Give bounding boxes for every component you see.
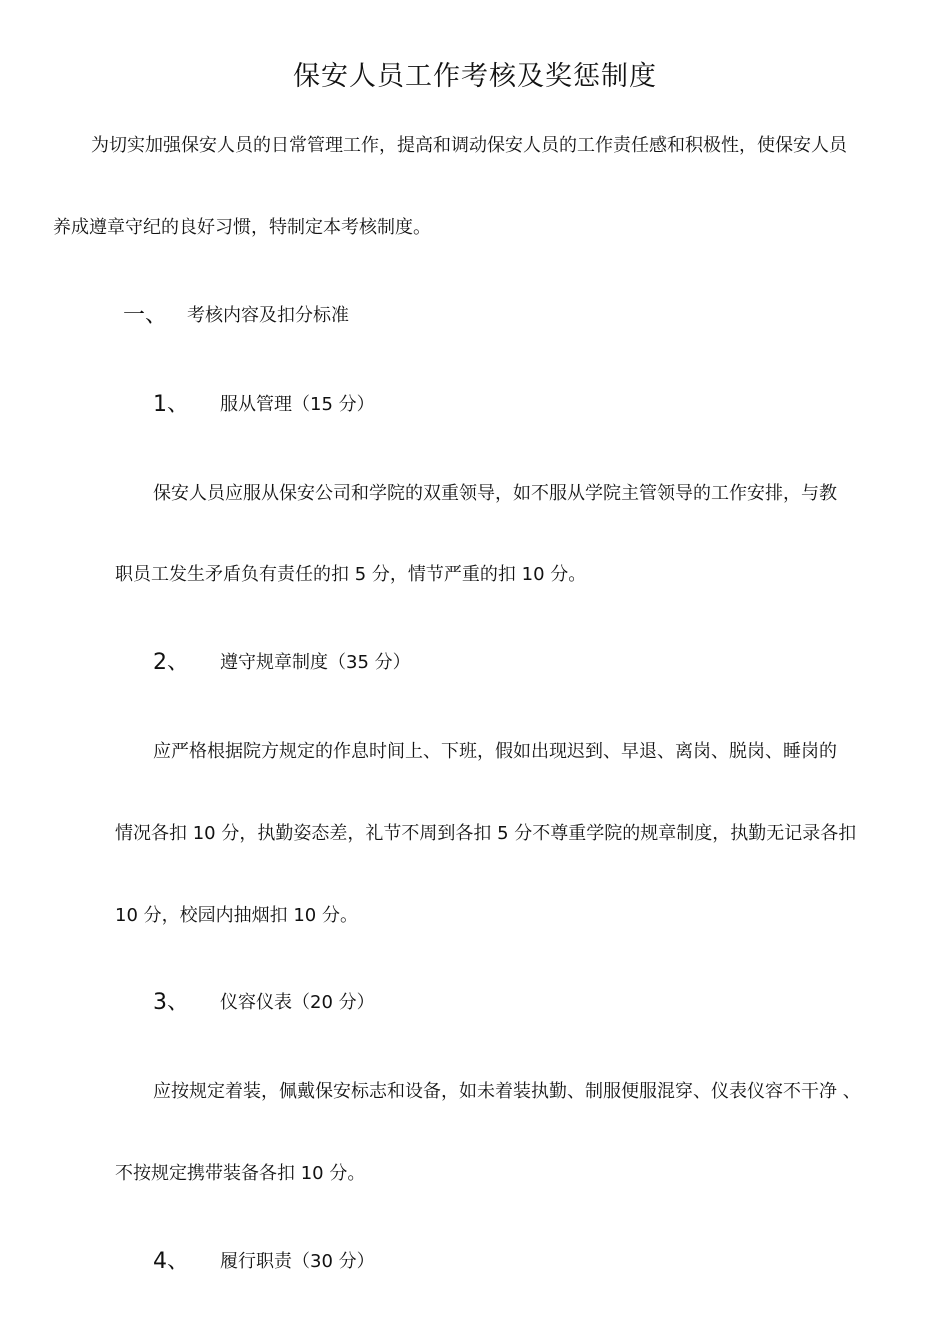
intro-line-1: 为切实加强保安人员的日常管理工作，提高和调动保安人员的工作责任感和积极性，使保安人员 (91, 135, 847, 156)
item-heading: 服从管理（15 分） (220, 394, 375, 415)
item-text-line: 10 分，校园内抽烟扣 10 分。 (115, 905, 358, 926)
item-text-line: 不按规定携带装备各扣 10 分。 (115, 1163, 366, 1184)
item-number: 4、 (153, 1249, 189, 1274)
item-number: 1、 (153, 392, 189, 417)
item-text-line: 应严格根据院方规定的作息时间上、下班，假如出现迟到、早退、离岗、脱岗、睡岗的 (153, 741, 837, 762)
item-text-line: 职员工发生矛盾负有责任的扣 5 分，情节严重的扣 10 分。 (115, 564, 587, 585)
item-heading: 履行职责（30 分） (220, 1251, 375, 1272)
item-heading: 仪容仪表（20 分） (220, 992, 375, 1013)
item-text-line: 保安人员应服从保安公司和学院的双重领导，如不服从学院主管领导的工作安排，与教 (153, 483, 837, 504)
item-number: 2、 (153, 650, 189, 675)
section-number: 一、 (123, 303, 168, 328)
intro-line-2: 养成遵章守纪的良好习惯，特制定本考核制度。 (53, 217, 431, 238)
item-heading: 遵守规章制度（35 分） (220, 652, 411, 673)
section-heading: 考核内容及扣分标准 (187, 305, 349, 326)
item-number: 3、 (153, 990, 189, 1015)
item-text-line: 应按规定着装，佩戴保安标志和设备，如未着装执勤、制服便服混穿、仪表仪容不干净 、 (153, 1081, 861, 1102)
item-text-line: 情况各扣 10 分，执勤姿态差，礼节不周到各扣 5 分不尊重学院的规章制度，执勤无记录各扣 (115, 823, 857, 844)
document-title: 保安人员工作考核及奖惩制度 (293, 61, 657, 92)
